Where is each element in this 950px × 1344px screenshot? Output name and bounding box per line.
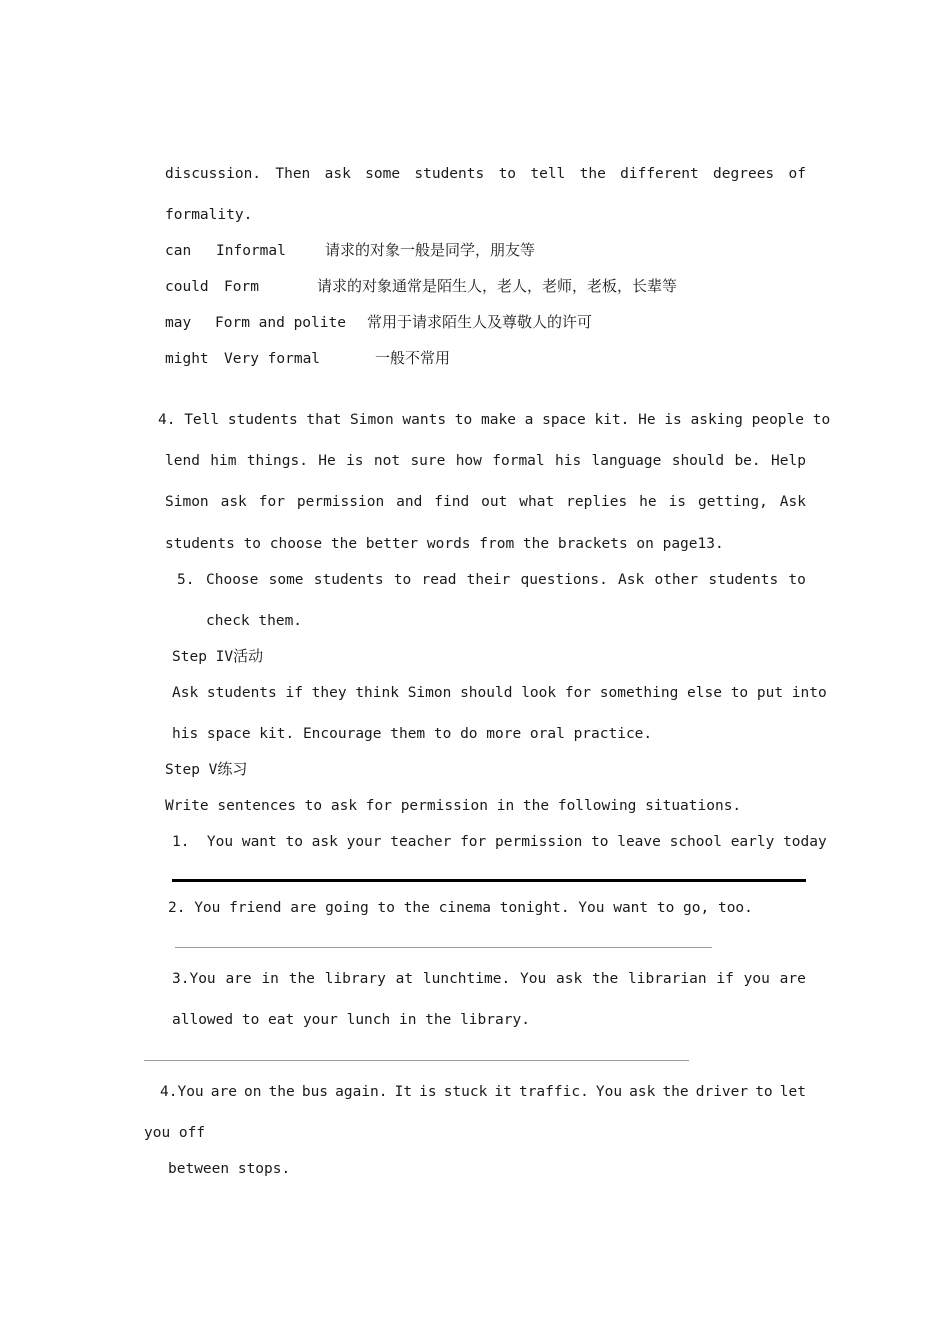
word: You: [520, 971, 547, 987]
exercise-4-line1: [160, 1082, 806, 1102]
exercise-3-line2: allowed to eat your lunch in the library.: [172, 1012, 530, 1028]
word: their: [466, 572, 511, 588]
word: lend: [165, 453, 200, 469]
step4-heading-cn: 活动: [233, 647, 264, 665]
step4-line1: Ask students if they think Simon should look for something else to put into: [172, 685, 827, 701]
step4-line2: his space kit. Encourage them to do more oral practice.: [172, 726, 653, 742]
word: students: [313, 572, 384, 588]
item5-line2: check them.: [206, 613, 303, 629]
word: formal: [492, 453, 545, 469]
word: Simon: [165, 494, 209, 510]
word: in: [261, 971, 279, 987]
word: out: [481, 494, 508, 510]
item5-number: 5.: [177, 572, 195, 588]
item4-line3: [165, 492, 806, 512]
word: the: [288, 971, 315, 987]
word: what: [519, 494, 555, 510]
word: discussion.: [165, 166, 262, 182]
word: bus: [301, 1084, 329, 1100]
word: it: [494, 1084, 512, 1100]
step5-heading: [165, 759, 247, 780]
word: to: [498, 166, 517, 182]
word: to: [788, 572, 806, 588]
word: replies: [566, 494, 628, 510]
word: he: [639, 494, 657, 510]
step5-heading-en: Step V: [165, 762, 218, 778]
word: to: [755, 1084, 773, 1100]
word: Then: [275, 166, 311, 182]
word: Ask: [618, 572, 645, 588]
word: are: [210, 1084, 237, 1100]
modal-note: 一般不常用: [375, 349, 451, 367]
word: are: [225, 971, 252, 987]
modal-note: 请求的对象一般是同学，朋友等: [325, 241, 536, 259]
modal-level: Very formal: [224, 351, 321, 367]
word: permission: [296, 494, 385, 510]
word: students: [414, 166, 485, 182]
word: lunchtime.: [422, 971, 511, 987]
p1-line1: [165, 164, 806, 184]
word: He: [318, 453, 336, 469]
word: stuck: [443, 1084, 488, 1100]
item4-line1: 4. Tell students that Simon wants to make a space kit. He is asking people to: [158, 412, 831, 428]
word: things.: [246, 453, 308, 469]
modal-word: could: [165, 279, 209, 295]
step4-heading-en: Step IV: [172, 649, 234, 665]
exercise-2: 2. You friend are going to the cinema tonight. You want to go, too.: [168, 900, 753, 916]
word: traffic.: [518, 1084, 589, 1100]
word: ask: [220, 494, 247, 510]
word: language: [591, 453, 662, 469]
word: sure: [410, 453, 446, 469]
p1-line2: formality.: [165, 207, 253, 223]
answer-line-1: [172, 879, 806, 882]
word: 4.You: [160, 1084, 204, 1100]
word: him: [210, 453, 237, 469]
word: You: [595, 1084, 623, 1100]
modal-level: Informal: [216, 243, 286, 259]
word: Ask: [779, 494, 806, 510]
word: how: [455, 453, 482, 469]
word: if: [716, 971, 734, 987]
word: is: [419, 1084, 437, 1100]
exercise-4-line2: you off: [144, 1125, 206, 1141]
word: the: [579, 166, 606, 182]
word: not: [373, 453, 401, 469]
word: tell: [530, 166, 566, 182]
modal-word: might: [165, 351, 209, 367]
word: again.: [335, 1084, 388, 1100]
item4-line2: [165, 451, 806, 471]
modal-note: 常用于请求陌生人及尊敬人的许可: [367, 313, 593, 331]
word: ask: [556, 971, 583, 987]
word: you: [743, 971, 770, 987]
word: 3.You: [172, 971, 216, 987]
word: some: [365, 166, 401, 182]
word: his: [554, 453, 582, 469]
modal-word: may: [165, 315, 192, 331]
answer-line-2: [175, 947, 712, 948]
word: driver: [695, 1084, 749, 1100]
exercise-1: 1. You want to ask your teacher for permission to leave school early today: [172, 834, 827, 850]
word: Help: [771, 453, 806, 469]
step5-heading-cn: 练习: [217, 760, 248, 778]
word: degrees: [713, 166, 775, 182]
word: and: [396, 494, 423, 510]
item5-line1: [206, 570, 806, 590]
word: at: [395, 971, 414, 987]
word: find: [434, 494, 470, 510]
modal-level: Form: [224, 279, 259, 295]
word: of: [788, 166, 806, 182]
modal-level: Form and polite: [215, 315, 346, 331]
word: ask: [629, 1084, 656, 1100]
step4-heading: [172, 646, 263, 667]
answer-line-3: [144, 1060, 689, 1061]
word: library: [324, 971, 386, 987]
word: should: [671, 453, 725, 469]
word: It: [394, 1084, 413, 1100]
word: on: [244, 1084, 262, 1100]
word: ask: [324, 166, 351, 182]
exercise-4-line3: between stops.: [168, 1161, 291, 1177]
word: different: [620, 166, 699, 182]
word: librarian: [628, 971, 707, 987]
word: students: [708, 572, 779, 588]
word: be.: [734, 453, 761, 469]
word: getting,: [697, 494, 768, 510]
item4-line4: students to choose the better words from the brackets on page13.: [165, 536, 724, 552]
exercise-3-line1: [172, 969, 806, 989]
word: the: [592, 971, 619, 987]
word: for: [258, 494, 285, 510]
word: Choose: [206, 572, 259, 588]
word: are: [779, 971, 806, 987]
step5-instruction: Write sentences to ask for permission in the following situations.: [165, 798, 742, 814]
word: is: [668, 494, 687, 510]
word: the: [268, 1084, 295, 1100]
word: read: [421, 572, 457, 588]
modal-note: 请求的对象通常是陌生人，老人，老师，老板，长辈等: [317, 277, 678, 295]
word: is: [346, 453, 364, 469]
modal-word: can: [165, 243, 192, 259]
word: questions.: [520, 572, 608, 588]
word: let: [779, 1084, 806, 1100]
word: to: [393, 572, 412, 588]
word: the: [662, 1084, 689, 1100]
word: other: [654, 572, 699, 588]
word: some: [268, 572, 304, 588]
